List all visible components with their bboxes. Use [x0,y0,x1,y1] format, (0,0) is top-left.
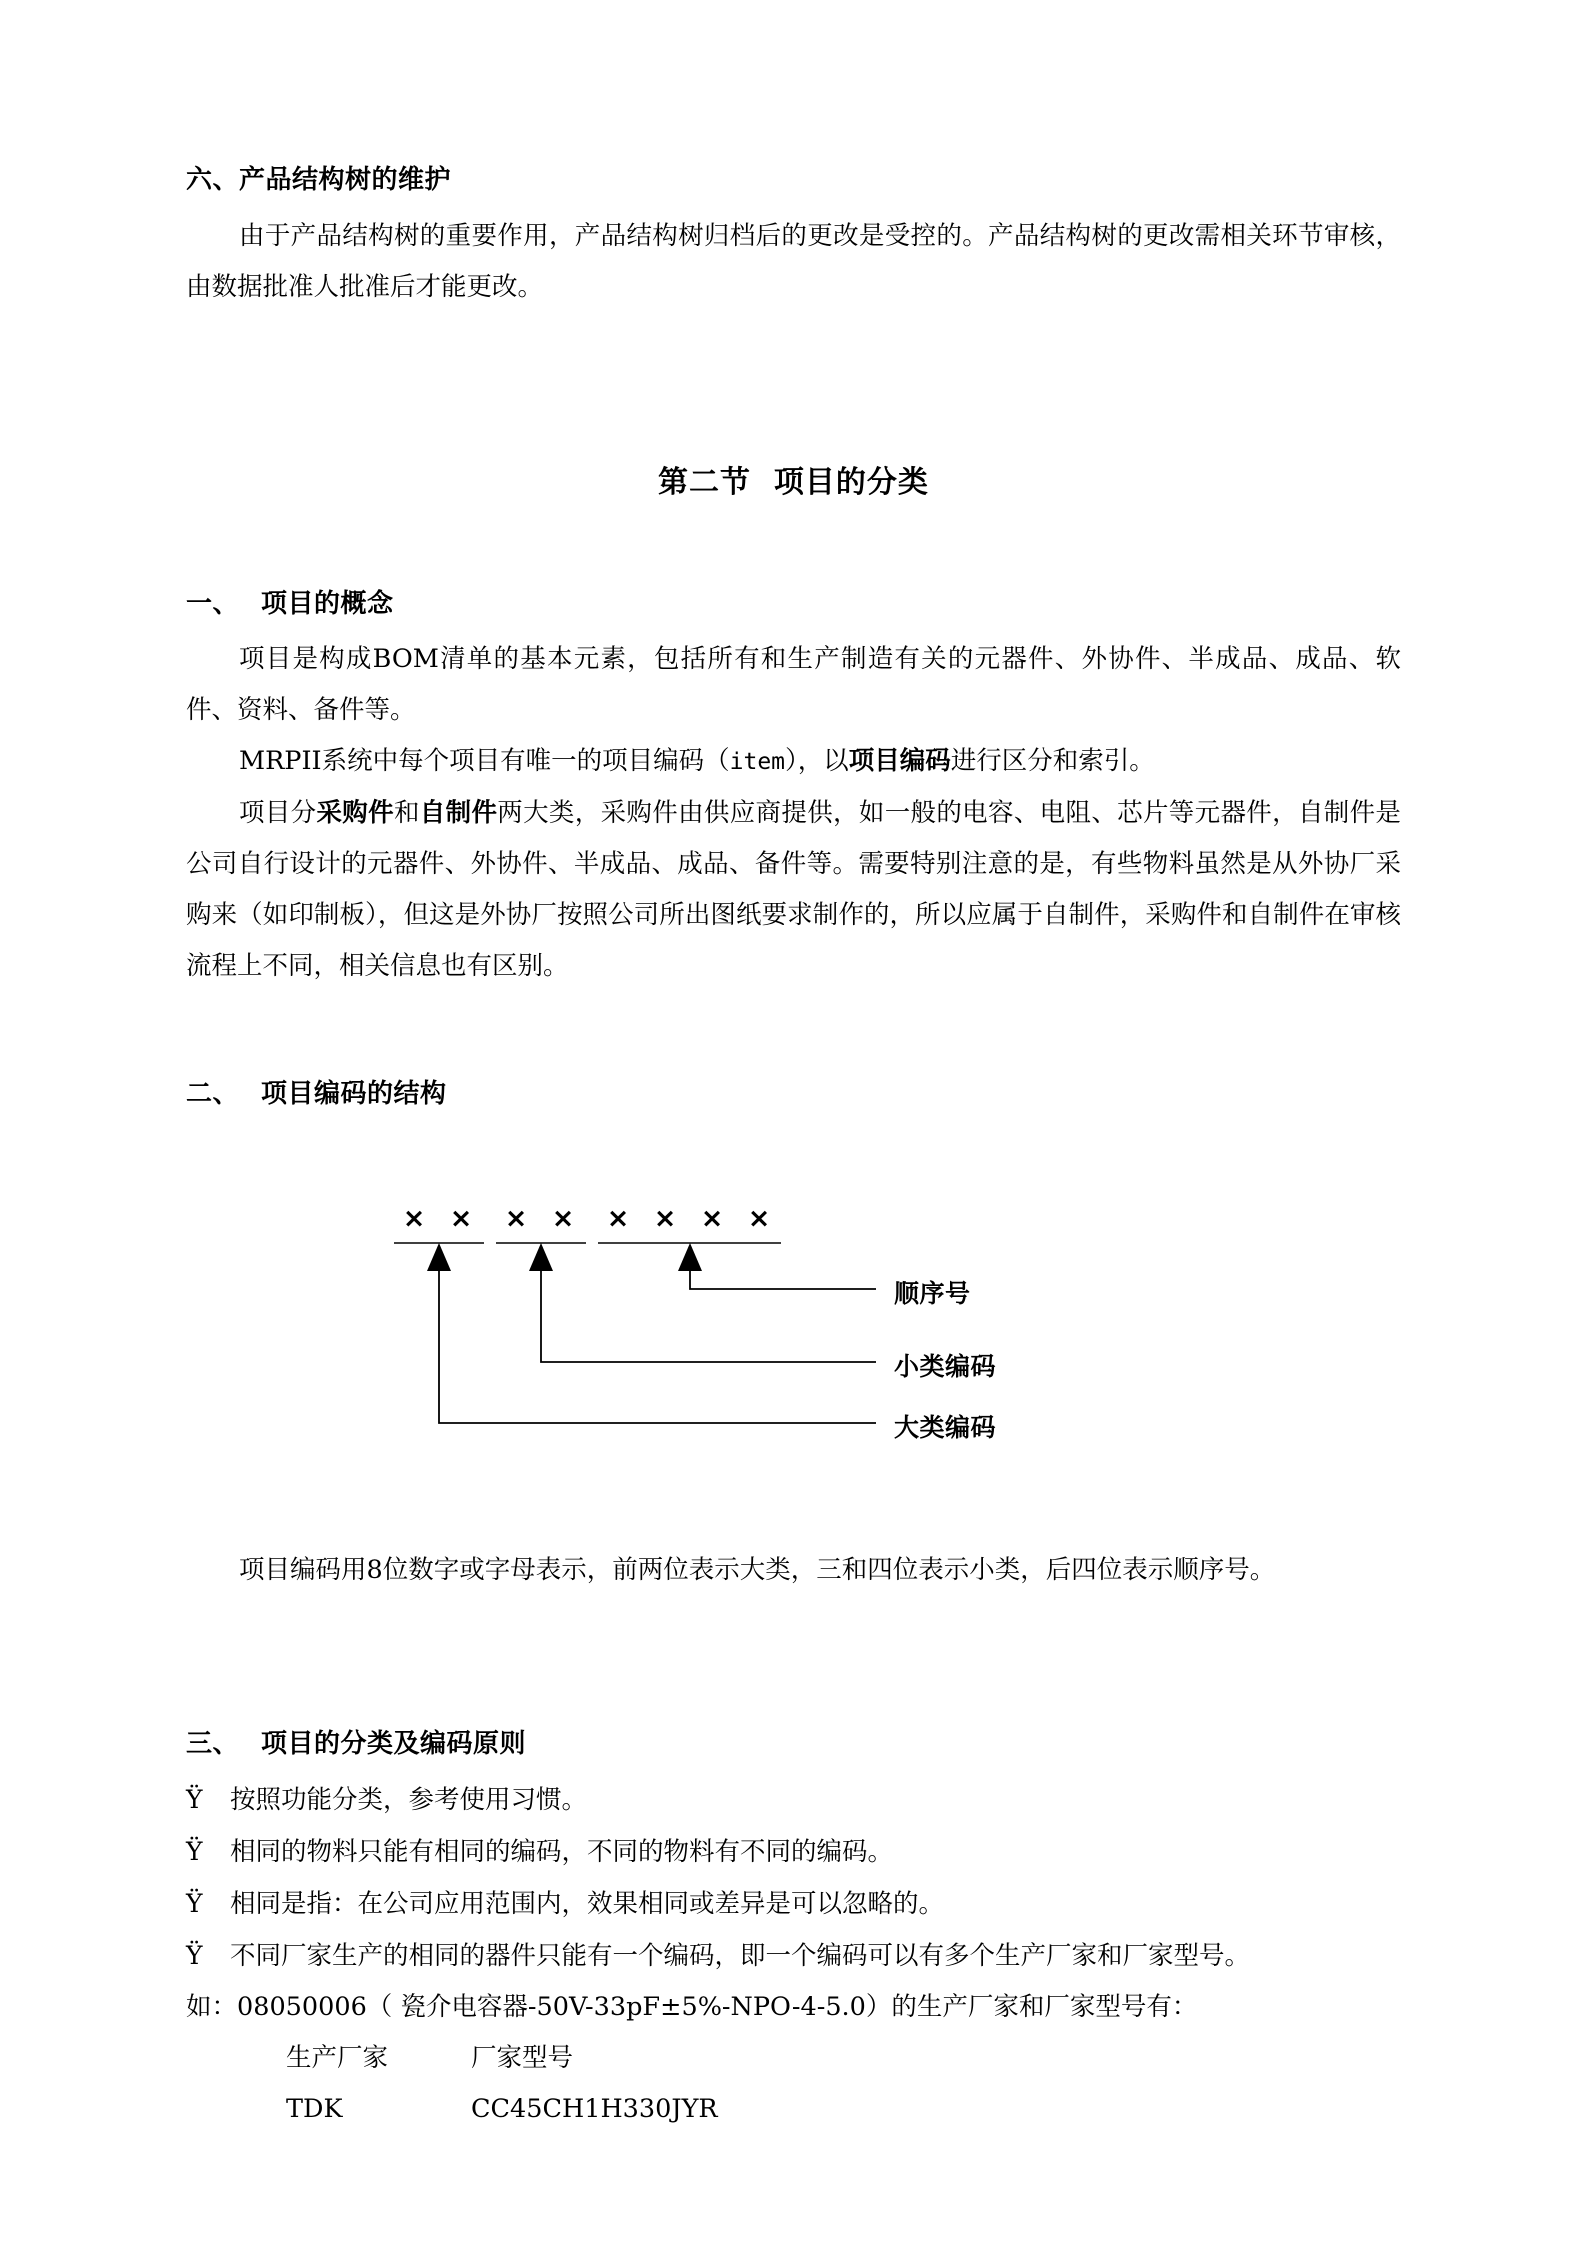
spacer-before-chapter-title [186,313,1401,399]
bullet-icon: Ÿ [186,1837,203,1866]
top-margin-spacer-2 [186,112,1401,164]
para-one-3-bold-selfmade: 自制件 [419,798,498,828]
para-one-3-part1: 项目分 [239,798,317,828]
para-one-2-part1: MRPII系统中每个项目有唯一的项目编码（ [239,746,730,776]
chapter-title: 第二节 项目的分类 [658,464,929,500]
leader-serial [690,1269,876,1289]
diagram-label-major: 大类编码 [894,1412,997,1442]
leader-minor [541,1269,876,1362]
list-item-text: 相同是指：在公司应用范围内，效果相同或差异是可以忽略的。 [230,1889,945,1919]
para-one-3-bold-purchased: 采购件 [316,798,394,828]
list-item-text: 不同厂家生产的相同的器件只能有一个编码，即一个编码可以有多个生产厂家和厂家型号。 [230,1941,1251,1971]
list-item [186,1774,1401,1826]
list-item-text: 按照功能分类，参考使用习惯。 [230,1785,588,1815]
diagram-svg [186,1197,1401,1517]
para-one-2-bold: 项目编码 [848,746,951,776]
digit-mark-2: × [449,1202,473,1234]
spacer-after-chapter-title [186,502,1401,588]
spacer-before-diagram [186,1111,1401,1197]
para-one-3-part3: 两大类，采购件由供应商提供，如一般的电容、电阻、芯片等元器件，自制件是公司自行设计的元器件、外协件、半成品、成品、备件等。需要特别注意的是，有些物料虽然是从外协厂采购来（如印制板），但这是外协厂按照公司所出图纸要求制作的，所以应属于自制件，采购件和自制件在审核流程上不同，相关信息也有区别。 [186,798,1401,981]
table-spacer-cell [186,2033,286,2084]
spacer-before-heading-two [186,992,1401,1048]
paragraph-one-2 [186,736,1401,788]
column-header-model: 厂家型号 [471,2043,574,2073]
para-one-3-part2: 和 [393,798,420,828]
spacer-after-heading-one [186,620,1401,634]
digit-mark-5: × [606,1202,630,1234]
heading-three-label: 项目的分类及编码原则 [261,1728,527,1759]
digit-mark-6: × [653,1202,677,1234]
para-one-2-code: item [729,749,786,775]
diagram-label-minor: 小类编码 [894,1351,997,1381]
spacer-after-heading-six [186,197,1401,211]
list-item [186,1930,1401,1982]
spacer-before-chapter-title-2 [186,399,1401,463]
paragraph-two-caption: 项目编码用8位数字或字母表示，前两位表示大类，三和四位表示小类，后四位表示顺序号。 [239,1554,1276,1585]
paragraph-section-six: 由于产品结构树的重要作用，产品结构树归档后的更改是受控的。产品结构树的更改需相关环节审核，由数据批准人批准后才能更改。 [186,220,1401,302]
leader-major [439,1269,876,1423]
table-spacer-cell [186,2084,286,2135]
heading-three-number: 三、 [186,1728,240,1759]
table-row [186,2084,1401,2135]
list-item-text: 相同的物料只能有相同的编码，不同的物料有不同的编码。 [230,1837,894,1867]
column-header-manufacturer: 生产厂家 [286,2043,389,2073]
paragraph-one-1: 项目是构成BOM清单的基本元素，包括所有和生产制造有关的元器件、外协件、半成品、成品、软件、资料、备件等。 [186,644,1401,725]
cell-manufacturer: TDK [286,2094,343,2124]
bullet-icon: Ÿ [186,1785,203,1814]
list-item [186,1878,1401,1930]
top-margin-spacer [186,0,1401,112]
spacer-after-diagram [186,1517,1401,1545]
cell-model: CC45CH1H330JYR [471,2094,718,2124]
diagram-label-serial: 顺序号 [894,1278,971,1308]
diagram-digit-marks [403,1203,771,1234]
bullet-icon: Ÿ [186,1889,203,1918]
spacer-before-heading-three [186,1596,1401,1682]
bullet-icon: Ÿ [186,1941,203,1970]
arrowhead-minor [529,1243,553,1271]
heading-one-label: 项目的概念 [261,588,394,619]
paragraph-one-3 [186,788,1401,992]
list-item [186,1826,1401,1878]
para-one-2-part3: 进行区分和索引。 [950,746,1155,776]
heading-section-six: 六、产品结构树的维护 [186,165,452,195]
digit-mark-7: × [700,1202,724,1234]
example-line: 如：08050006（ 瓷介电容器-50V-33pF±5%-NPO-4-5.0）的生产厂家和厂家型号有： [186,1992,1198,2022]
heading-section-two [186,1078,1401,1111]
heading-one-number: 一、 [186,588,240,619]
digit-mark-4: × [551,1202,575,1234]
spacer-before-heading-two-2 [186,1048,1401,1078]
item-code-structure-diagram [186,1197,1401,1517]
heading-section-three [186,1728,1401,1761]
spacer-before-heading-three-2 [186,1682,1401,1728]
heading-two-number: 二、 [186,1079,240,1109]
arrowhead-serial [678,1243,702,1271]
arrowhead-major [427,1243,451,1271]
heading-two-label: 项目编码的结构 [261,1079,447,1109]
digit-mark-1: × [402,1202,426,1234]
example-table-header [186,2033,1401,2084]
page-content [186,0,1401,2135]
spacer-after-heading-three [186,1760,1401,1774]
para-one-2-part2: ），以 [785,746,849,776]
digit-mark-8: × [747,1202,771,1234]
heading-section-one [186,588,1401,621]
digit-mark-3: × [504,1202,528,1234]
